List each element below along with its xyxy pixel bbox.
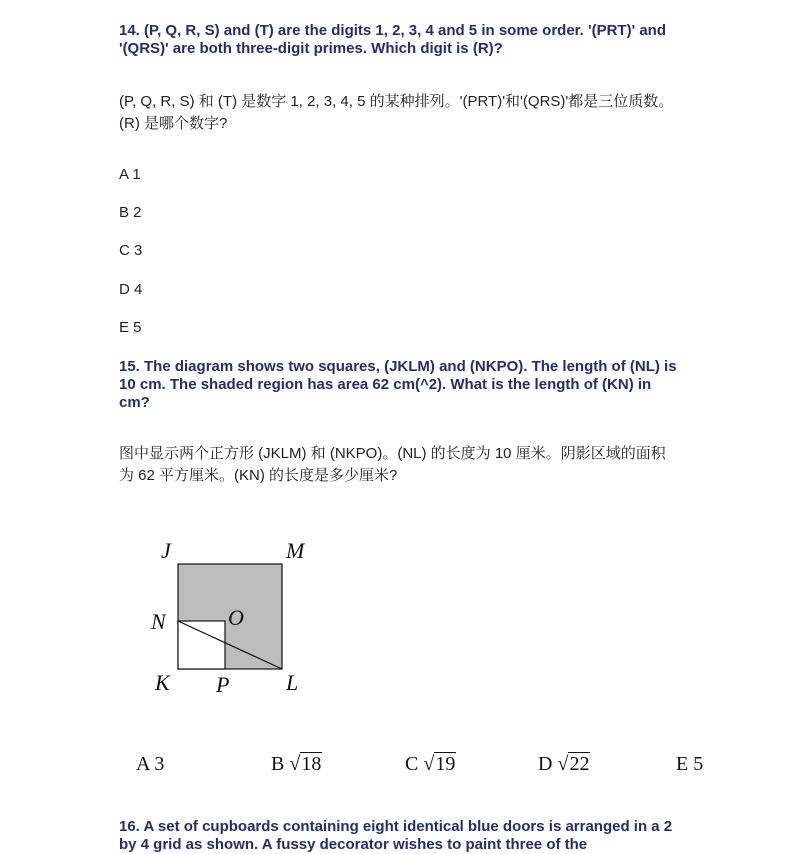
label-n: N bbox=[151, 609, 166, 634]
q14-chinese-text: (P, Q, R, S) 和 (T) 是数字 1, 2, 3, 4, 5 的某种排列。'(PRT)'和'(QRS)'都是三位质数。(R) 是哪个数字? bbox=[119, 93, 674, 132]
q15-title: 15. The diagram shows two squares, (JKLM) and (NKPO). The length of (NL) is 10 cm. The shaded region has area 62 cm(^2). What is the length of (KN) in cm? bbox=[119, 358, 677, 411]
q15-option-d-letter: D bbox=[538, 753, 553, 775]
q14-option-c: C 3 bbox=[119, 242, 143, 259]
q14-title: 14. (P, Q, R, S) and (T) are the digits 1, 2, 3, 4 and 5 in some order. '(PRT)' and '(QRS)' are both three-digit primes. Which digit is (R)? bbox=[119, 22, 666, 57]
q16-title: 16. A set of cupboards containing eight identical blue doors is arranged in a 2 by 4 grid as shown. A fussy decorator wishes to paint three of the bbox=[119, 818, 673, 853]
q15-option-d-value: 22 bbox=[569, 753, 590, 775]
label-j: J bbox=[161, 538, 171, 563]
label-l: L bbox=[286, 670, 299, 695]
squares-diagram bbox=[145, 535, 325, 700]
label-k: K bbox=[155, 670, 170, 695]
q15-option-c-letter: C bbox=[405, 753, 419, 775]
label-o: O bbox=[228, 605, 244, 630]
q15-option-b-value: 18 bbox=[301, 753, 322, 775]
sqrt-symbol: √19 bbox=[423, 753, 456, 775]
q15-option-e-value: 5 bbox=[693, 753, 704, 775]
q15-option-a bbox=[136, 752, 164, 776]
q15-option-c bbox=[405, 752, 456, 776]
q15-option-a-letter: A bbox=[136, 753, 150, 775]
q14-option-a: A 1 bbox=[119, 166, 141, 183]
q15-option-b bbox=[271, 752, 322, 776]
q15-option-c-value: 19 bbox=[435, 753, 456, 775]
q15-option-e-letter: E bbox=[676, 753, 689, 775]
q15-option-d bbox=[538, 752, 590, 776]
q15-chinese-text: 图中显示两个正方形 (JKLM) 和 (NKPO)。(NL) 的长度为 10 厘米。阴影区域的面积为 62 平方厘米。(KN) 的长度是多少厘米? bbox=[119, 445, 666, 484]
label-p: P bbox=[216, 672, 230, 697]
q14-option-d: D 4 bbox=[119, 281, 143, 298]
square-nkpo bbox=[178, 621, 225, 669]
q14-option-e: E 5 bbox=[119, 319, 142, 336]
q15-option-a-value: 3 bbox=[154, 753, 165, 775]
sqrt-symbol: √18 bbox=[289, 753, 322, 775]
sqrt-symbol: √22 bbox=[557, 753, 590, 775]
q14-option-b: B 2 bbox=[119, 204, 142, 221]
label-m: M bbox=[286, 538, 305, 563]
q15-option-e bbox=[676, 752, 703, 776]
q15-option-b-letter: B bbox=[271, 753, 285, 775]
